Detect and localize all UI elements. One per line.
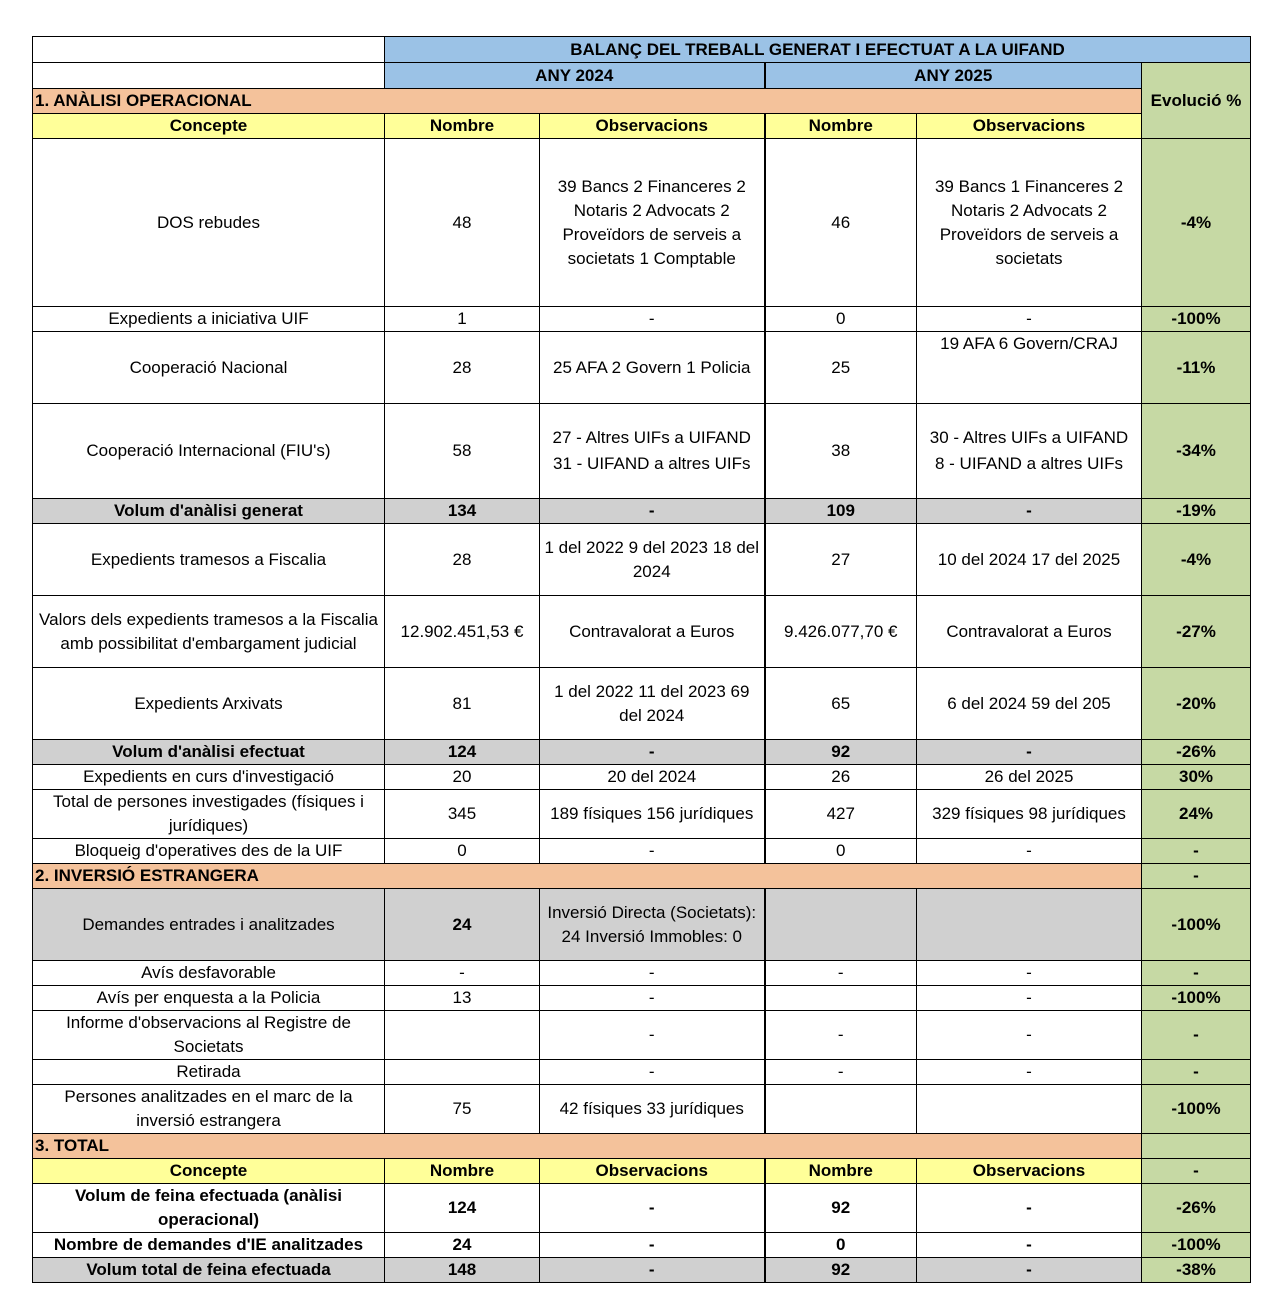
table-row xyxy=(33,1085,1251,1134)
row-observations-2024: 39 Bancs 2 Financeres 2 Notaris 2 Advocats 2 Proveïdors de serveis a societats 1 Comptable xyxy=(540,139,765,307)
row-number-2024: 1 xyxy=(385,307,540,332)
table-row xyxy=(33,961,1251,986)
row-number-2024: 24 xyxy=(385,889,540,961)
row-observations-2025: Contravalorat a Euros xyxy=(917,596,1142,668)
row-observations-2025: 39 Bancs 1 Financeres 2 Notaris 2 Advocats 2 Proveïdors de serveis a societats xyxy=(917,139,1142,307)
row-concept: Volum de feina efectuada (anàlisi operacional) xyxy=(33,1184,385,1233)
table-row xyxy=(33,889,1251,961)
row-number-2024: 124 xyxy=(385,1184,540,1233)
col-concept: Concepte xyxy=(33,114,385,139)
row-observations-2024: 1 del 2022 11 del 2023 69 del 2024 xyxy=(540,668,765,740)
row-evolution: -100% xyxy=(1142,1085,1251,1134)
row-number-2025: 38 xyxy=(765,404,917,499)
col-observations-2025: Observacions xyxy=(917,1159,1142,1184)
table-row xyxy=(33,1011,1251,1060)
row-observations-2024: - xyxy=(540,1258,765,1283)
row-number-2024: 58 xyxy=(385,404,540,499)
row-evolution: -4% xyxy=(1142,139,1251,307)
row-observations-2024: - xyxy=(540,740,765,765)
row-evolution: -26% xyxy=(1142,1184,1251,1233)
section2-title: 2. INVERSIÓ ESTRANGERA xyxy=(33,864,1142,889)
row-observations-2024: 20 del 2024 xyxy=(540,765,765,790)
row-concept: Retirada xyxy=(33,1060,385,1085)
row-observations-2025: - xyxy=(917,961,1142,986)
row-observations-2025: 6 del 2024 59 del 205 xyxy=(917,668,1142,740)
row-number-2024 xyxy=(385,1011,540,1060)
row-observations-2024: - xyxy=(540,499,765,524)
row-evolution: -34% xyxy=(1142,404,1251,499)
row-observations-2025: 329 físiques 98 jurídiques xyxy=(917,790,1142,839)
row-observations-2024: - xyxy=(540,839,765,864)
row-concept: Avís desfavorable xyxy=(33,961,385,986)
row-concept: Demandes entrades i analitzades xyxy=(33,889,385,961)
row-observations-2025: - xyxy=(917,307,1142,332)
section3-blank xyxy=(1142,1134,1251,1159)
row-number-2025 xyxy=(765,1085,917,1134)
table-row xyxy=(33,839,1251,864)
table-row xyxy=(33,596,1251,668)
col-number-2025: Nombre xyxy=(765,114,917,139)
row-number-2024: 24 xyxy=(385,1233,540,1258)
row-concept: Persones analitzades en el marc de la inversió estrangera xyxy=(33,1085,385,1134)
table-title: BALANÇ DEL TREBALL GENERAT I EFECTUAT A LA UIFAND xyxy=(385,37,1251,63)
row-number-2025: 65 xyxy=(765,668,917,740)
row-evolution: -4% xyxy=(1142,524,1251,596)
row-number-2024: - xyxy=(385,961,540,986)
row-evolution: -100% xyxy=(1142,1233,1251,1258)
row-evolution: - xyxy=(1142,839,1251,864)
row-number-2025: 427 xyxy=(765,790,917,839)
row-observations-2025: 26 del 2025 xyxy=(917,765,1142,790)
row-evolution: -11% xyxy=(1142,332,1251,404)
year-2025-header: ANY 2025 xyxy=(765,63,1142,89)
row-observations-2024: 1 del 2022 9 del 2023 18 del 2024 xyxy=(540,524,765,596)
row-evolution: -38% xyxy=(1142,1258,1251,1283)
row-number-2024: 28 xyxy=(385,332,540,404)
row-evolution: 24% xyxy=(1142,790,1251,839)
row-number-2025: 25 xyxy=(765,332,917,404)
blank-cell xyxy=(33,63,385,89)
row-concept: Expedients a iniciativa UIF xyxy=(33,307,385,332)
col-observations-2024: Observacions xyxy=(540,114,765,139)
table-row xyxy=(33,1060,1251,1085)
section2-evolution: - xyxy=(1142,864,1251,889)
table-row-total xyxy=(33,1258,1251,1283)
row-concept: Cooperació Internacional (FIU's) xyxy=(33,404,385,499)
row-concept: Expedients Arxivats xyxy=(33,668,385,740)
row-number-2025 xyxy=(765,986,917,1011)
table-row xyxy=(33,139,1251,307)
table-row-subtotal xyxy=(33,499,1251,524)
row-concept: Volum total de feina efectuada xyxy=(33,1258,385,1283)
row-observations-2025: - xyxy=(917,1011,1142,1060)
row-evolution: -20% xyxy=(1142,668,1251,740)
row-observations-2025: 30 - Altres UIFs a UIFAND 8 - UIFAND a altres UIFs xyxy=(917,404,1142,499)
table-row xyxy=(33,404,1251,499)
row-observations-2025: 19 AFA 6 Govern/CRAJ xyxy=(917,332,1142,404)
row-concept: Informe d'observacions al Registre de Societats xyxy=(33,1011,385,1060)
section1-title: 1. ANÀLISI OPERACIONAL xyxy=(33,89,1142,114)
row-number-2025: - xyxy=(765,1011,917,1060)
row-number-2025: 109 xyxy=(765,499,917,524)
row-number-2025 xyxy=(765,889,917,961)
row-observations-2024: - xyxy=(540,986,765,1011)
table-row-total xyxy=(33,1233,1251,1258)
row-observations-2025: - xyxy=(917,740,1142,765)
row-number-2024: 20 xyxy=(385,765,540,790)
row-concept: Volum d'anàlisi efectuat xyxy=(33,740,385,765)
row-observations-2024: - xyxy=(540,1233,765,1258)
row-concept: Avís per enquesta a la Policia xyxy=(33,986,385,1011)
table-row xyxy=(33,524,1251,596)
row-observations-2025: - xyxy=(917,1184,1142,1233)
row-number-2025: 27 xyxy=(765,524,917,596)
row-observations-2024: 42 físiques 33 jurídiques xyxy=(540,1085,765,1134)
col-observations-2025: Observacions xyxy=(917,114,1142,139)
row-observations-2025 xyxy=(917,889,1142,961)
table-row xyxy=(33,790,1251,839)
col-number-2025: Nombre xyxy=(765,1159,917,1184)
row-concept: Bloqueig d'operatives des de la UIF xyxy=(33,839,385,864)
row-concept: DOS rebudes xyxy=(33,139,385,307)
row-observations-2024: - xyxy=(540,307,765,332)
row-number-2025: 9.426.077,70 € xyxy=(765,596,917,668)
col-concept: Concepte xyxy=(33,1159,385,1184)
row-number-2025: - xyxy=(765,961,917,986)
section3-title: 3. TOTAL xyxy=(33,1134,1142,1159)
row-concept: Total de persones investigades (físiques i jurídiques) xyxy=(33,790,385,839)
row-concept: Nombre de demandes d'IE analitzades xyxy=(33,1233,385,1258)
row-number-2025: 26 xyxy=(765,765,917,790)
row-concept: Volum d'anàlisi generat xyxy=(33,499,385,524)
row-number-2024: 81 xyxy=(385,668,540,740)
row-observations-2025 xyxy=(917,1085,1142,1134)
row-number-2025: 0 xyxy=(765,1233,917,1258)
row-concept: Expedients tramesos a Fiscalia xyxy=(33,524,385,596)
row-number-2025: 0 xyxy=(765,307,917,332)
year-2024-header: ANY 2024 xyxy=(385,63,765,89)
row-observations-2025: - xyxy=(917,1060,1142,1085)
row-observations-2024: Contravalorat a Euros xyxy=(540,596,765,668)
table-row-subtotal xyxy=(33,740,1251,765)
table-row xyxy=(33,986,1251,1011)
table-row xyxy=(33,332,1251,404)
row-observations-2025: - xyxy=(917,839,1142,864)
row-observations-2024: - xyxy=(540,1060,765,1085)
row-observations-2025: 10 del 2024 17 del 2025 xyxy=(917,524,1142,596)
row-number-2024: 124 xyxy=(385,740,540,765)
row-evolution: -100% xyxy=(1142,986,1251,1011)
corner-cell xyxy=(33,37,385,63)
row-number-2025: - xyxy=(765,1060,917,1085)
row-number-2024: 0 xyxy=(385,839,540,864)
row-evolution: -27% xyxy=(1142,596,1251,668)
row-evolution: - xyxy=(1142,961,1251,986)
row-observations-2024: - xyxy=(540,1011,765,1060)
table-row xyxy=(33,307,1251,332)
balance-table xyxy=(32,36,1251,1283)
row-number-2025: 0 xyxy=(765,839,917,864)
row-evolution: -19% xyxy=(1142,499,1251,524)
row-observations-2025: - xyxy=(917,1233,1142,1258)
row-evolution: - xyxy=(1142,1060,1251,1085)
row-observations-2025: - xyxy=(917,986,1142,1011)
row-number-2025: 92 xyxy=(765,1258,917,1283)
row-number-2025: 46 xyxy=(765,139,917,307)
row-evolution: -26% xyxy=(1142,740,1251,765)
row-number-2024: 75 xyxy=(385,1085,540,1134)
row-observations-2024: 25 AFA 2 Govern 1 Policia xyxy=(540,332,765,404)
row-evolution: 30% xyxy=(1142,765,1251,790)
row-number-2025: 92 xyxy=(765,1184,917,1233)
col-number-2024: Nombre xyxy=(385,114,540,139)
row-observations-2025: - xyxy=(917,499,1142,524)
row-observations-2024: 27 - Altres UIFs a UIFAND 31 - UIFAND a altres UIFs xyxy=(540,404,765,499)
col-observations-2024: Observacions xyxy=(540,1159,765,1184)
row-observations-2025: - xyxy=(917,1258,1142,1283)
row-number-2024: 134 xyxy=(385,499,540,524)
section3-header-evolution: - xyxy=(1142,1159,1251,1184)
row-number-2025: 92 xyxy=(765,740,917,765)
table-row-total xyxy=(33,1184,1251,1233)
row-observations-2024: 189 físiques 156 jurídiques xyxy=(540,790,765,839)
row-number-2024: 148 xyxy=(385,1258,540,1283)
evolution-header: Evolució % xyxy=(1142,63,1251,139)
row-evolution: - xyxy=(1142,1011,1251,1060)
table-row xyxy=(33,668,1251,740)
row-concept: Cooperació Nacional xyxy=(33,332,385,404)
table-row xyxy=(33,765,1251,790)
row-number-2024: 12.902.451,53 € xyxy=(385,596,540,668)
row-evolution: -100% xyxy=(1142,889,1251,961)
row-concept: Expedients en curs d'investigació xyxy=(33,765,385,790)
row-observations-2024: Inversió Directa (Societats): 24 Inversió Immobles: 0 xyxy=(540,889,765,961)
row-number-2024: 28 xyxy=(385,524,540,596)
row-concept: Valors dels expedients tramesos a la Fiscalia amb possibilitat d'embargament judicial xyxy=(33,596,385,668)
row-evolution: -100% xyxy=(1142,307,1251,332)
row-number-2024: 48 xyxy=(385,139,540,307)
row-observations-2024: - xyxy=(540,961,765,986)
row-number-2024 xyxy=(385,1060,540,1085)
row-observations-2024: - xyxy=(540,1184,765,1233)
row-number-2024: 345 xyxy=(385,790,540,839)
col-number-2024: Nombre xyxy=(385,1159,540,1184)
row-number-2024: 13 xyxy=(385,986,540,1011)
